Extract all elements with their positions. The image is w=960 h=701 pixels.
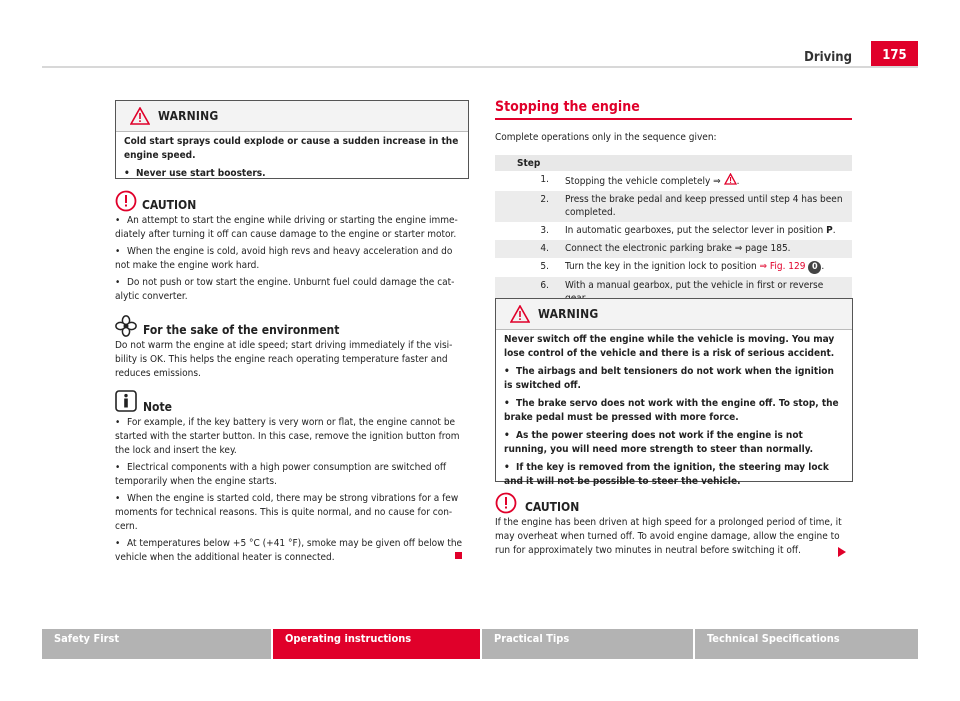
intro-text: Complete operations only in the sequence given: (495, 132, 717, 143)
table-row: 2. Press the brake pedal and keep pressed until step 4 has been completed. (495, 191, 852, 222)
steps-table (495, 155, 852, 308)
warning-item: • The airbags and belt tensioners do not work when the ignition is switched off. (504, 366, 834, 391)
tab-practical-tips[interactable]: Practical Tips (482, 629, 693, 659)
table-header-step: Step (495, 155, 852, 171)
warning-box-cold-start (115, 100, 469, 179)
caution-list (115, 214, 467, 304)
warning-triangle-icon[interactable] (724, 173, 737, 185)
note-title: Note (143, 400, 172, 414)
caution-item: • An attempt to start the engine while driving or starting the engine imme-diately after turning it off can cause damage to the engine or starter motor. (115, 215, 458, 240)
heading-underline (495, 118, 852, 120)
note-item: • Electrical components with a high power consumption are switched off temporarily when the engine starts. (115, 462, 447, 487)
table-row: 5. Turn the key in the ignition lock to position ⇒ Fig. 129 0 . (540, 261, 825, 272)
figure-link[interactable]: ⇒ Fig. 129 (759, 261, 806, 272)
warning-triangle-icon (130, 107, 150, 125)
caution-title: CAUTION (142, 198, 197, 212)
warning-text: Never switch off the engine while the vehicle is moving. You may lose control of the vehicle and there is a risk of serious accident. (504, 334, 835, 359)
note-item: • For example, if the key battery is very worn or flat, the engine cannot be started with the starter button. In this case, remove the ignition button from the lock and insert the key. (115, 417, 460, 456)
flower-environment-icon (115, 315, 137, 337)
warning-header (496, 299, 852, 330)
warning-item: • The brake servo does not work with the engine off. To stop, the brake pedal must be pressed with more force. (504, 398, 839, 423)
warning-item: • As the power steering does not work if the engine is not running, you will need more strength to steer than normally. (504, 430, 814, 455)
caution-title: CAUTION (525, 500, 580, 514)
continue-arrow-icon (838, 547, 846, 557)
tab-safety-first[interactable]: Safety First (42, 629, 271, 659)
warning-bullet: • Never use start boosters. (124, 168, 266, 179)
note-item: • When the engine is started cold, there may be strong vibrations for a few moments for technical reasons. This is quite normal, and no cause for con-cern. (115, 493, 459, 532)
table-header-row (495, 155, 852, 171)
end-of-section-marker (455, 552, 462, 559)
caution-item: • Do not push or tow start the engine. Unburnt fuel could damage the cat-alytic converter. (115, 277, 455, 302)
position-zero-badge: 0 (808, 261, 821, 274)
stopping-engine-heading: Stopping the engine (495, 99, 640, 115)
note-list (115, 416, 467, 565)
table-row: 4. Connect the electronic parking brake ⇒ page 185. (495, 240, 852, 258)
table-row: 1. Stopping the vehicle completely ⇒ . (540, 174, 740, 187)
warning-text: Cold start sprays could explode or cause a sudden increase in the engine speed. (124, 136, 459, 161)
note-info-icon (115, 390, 137, 412)
warning-item: • If the key is removed from the ignition, the steering may lock and it will not be possible to steer the vehicle. (504, 462, 829, 487)
page-number: 175 (871, 41, 918, 67)
caution-item: • When the engine is cold, avoid high revs and heavy acceleration and do not make the engine work hard. (115, 246, 453, 271)
caution-icon (495, 492, 517, 514)
note-item: • At temperatures below +5 °C (+41 °F), smoke may be given off below the vehicle when the additional heater is connected. (115, 538, 463, 563)
environment-title: For the sake of the environment (143, 323, 340, 337)
tab-technical-specifications[interactable]: Technical Specifications (695, 629, 918, 659)
caution-icon (115, 190, 137, 212)
section-title: Driving (804, 50, 852, 65)
tab-operating-instructions[interactable]: Operating instructions (273, 629, 480, 659)
table-row: 3. In automatic gearboxes, put the selector lever in position P. (540, 225, 836, 236)
warning-triangle-icon (510, 305, 530, 323)
caution-text: If the engine has been driven at high speed for a prolonged period of time, it may overheat when turned off. To avoid engine damage, allow the engine to run for approximately two minutes in neutral before switching it off. (495, 517, 842, 556)
header-divider (42, 66, 918, 68)
table-row: 6. With a manual gearbox, put the vehicle in first or reverse (495, 277, 852, 308)
warning-box-engine-off (495, 298, 853, 487)
environment-text: Do not warm the engine at idle speed; start driving immediately if the visi-bility is OK. This helps the engine reach operating temperature faster and reduces emissions. (115, 340, 453, 379)
warning-title: WARNING (538, 307, 599, 321)
warning-header (116, 101, 468, 132)
warning-title: WARNING (158, 109, 219, 123)
